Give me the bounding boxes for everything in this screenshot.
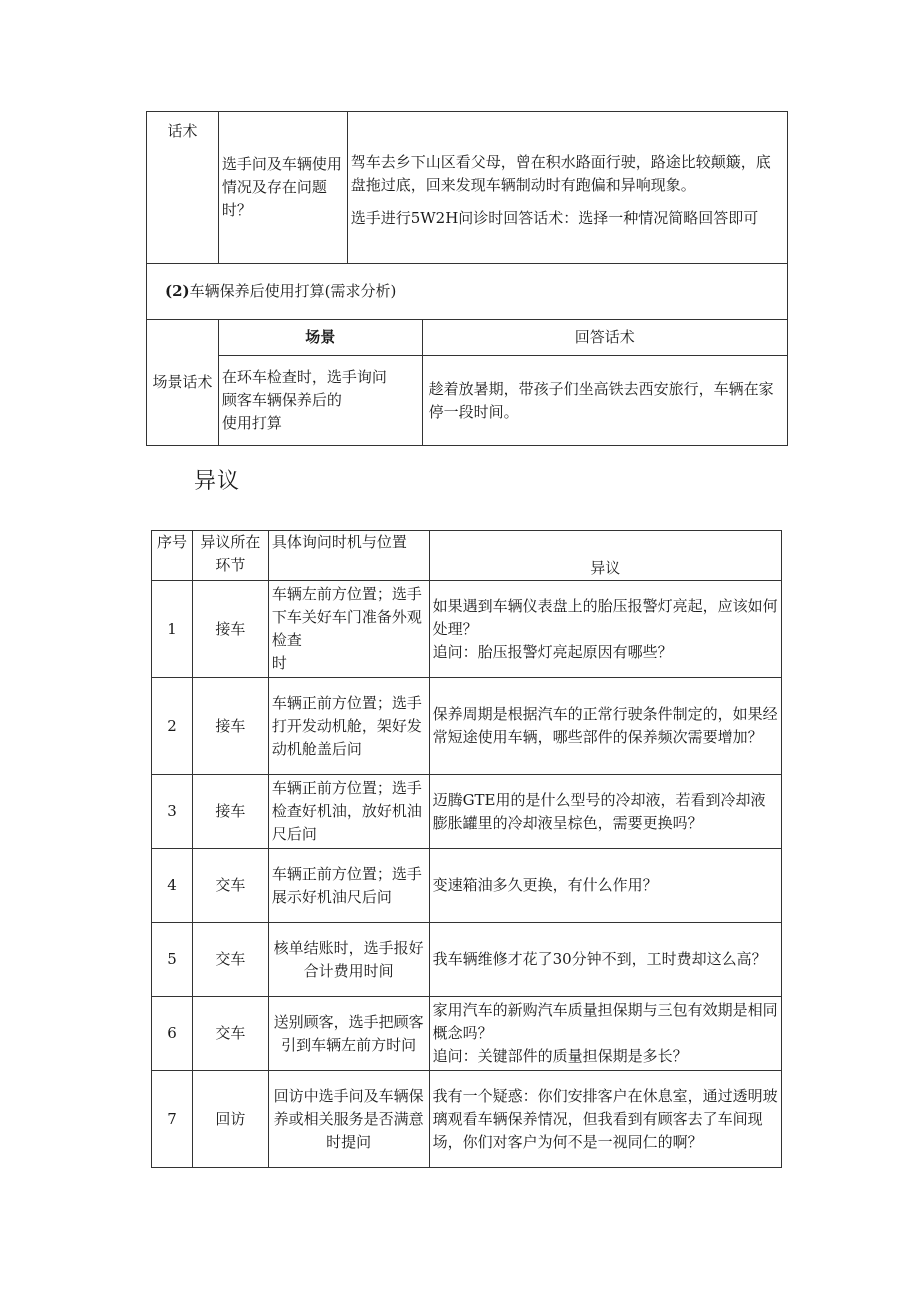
row-objection: 我有一个疑惑：你们安排客户在休息室，通过透明玻璃观看车辆保养情况，但我看到有顾客去了车间现场，你们对客户为何不是一视同仁的啊？	[429, 1071, 781, 1168]
interview-script-table	[146, 111, 788, 446]
row-label-scene-script: 场景话术	[147, 320, 219, 446]
row-stage: 回访	[192, 1071, 268, 1168]
row-objection: 我车辆维修才花了30分钟不到，工时费却这么高？	[429, 923, 781, 997]
table-row	[152, 849, 782, 923]
table-row	[152, 581, 782, 678]
row-number: 7	[152, 1071, 193, 1168]
table-row	[152, 775, 782, 849]
row-timing: 车辆正前方位置；选手展示好机油尺后问	[268, 849, 429, 923]
table-row	[152, 1071, 782, 1168]
question-cell: 选手问及车辆使用情况及存在问题时？	[218, 112, 347, 264]
objections-table	[151, 530, 782, 1168]
row-objection: 保养周期是根据汽车的正常行驶条件制定的，如果经常短途使用车辆，哪些部件的保养频次需要增加？	[429, 678, 781, 775]
row-timing: 核单结账时，选手报好合计费用时间	[268, 923, 429, 997]
answer-text-2: 选手进行5W2H问诊时回答话术：选择一种情况简略回答即可	[350, 209, 759, 227]
answer-text-1: 驾车去乡下山区看父母，曾在积水路面行驶，路途比较颠簸，底盘拖过底，回来发现车辆制动时有跑偏和异响现象。	[350, 153, 771, 194]
section-title	[147, 264, 788, 320]
row-timing: 回访中选手问及车辆保养或相关服务是否满意时提问	[268, 1071, 429, 1168]
row-number: 1	[152, 581, 193, 678]
header-stage: 异议所在环节	[192, 531, 268, 581]
table-row	[152, 923, 782, 997]
row-timing: 车辆左前方位置；选手下车关好车门准备外观检查 时	[268, 581, 429, 678]
col-header-answer: 回答话术	[422, 320, 787, 356]
row-stage: 接车	[192, 581, 268, 678]
col-header-scene: 场景	[218, 320, 422, 356]
row-objection: 变速箱油多久更换，有什么作用？	[429, 849, 781, 923]
row-stage: 交车	[192, 923, 268, 997]
section-heading-objections: 异议	[194, 469, 241, 494]
table-row	[152, 678, 782, 775]
header-objection: 异议	[429, 531, 781, 581]
row-number: 3	[152, 775, 193, 849]
section-title-text: 车辆保养后使用打算(需求分析)	[189, 282, 397, 300]
row-number: 6	[152, 997, 193, 1071]
header-timing: 具体询问时机与位置	[268, 531, 429, 581]
scene-answer-cell: 趁着放暑期，带孩子们坐高铁去西安旅行，车辆在家停一段时间。	[422, 356, 787, 446]
row-timing: 车辆正前方位置；选手检查好机油，放好机油尺后问	[268, 775, 429, 849]
row-stage: 接车	[192, 678, 268, 775]
row-number: 5	[152, 923, 193, 997]
row-stage: 接车	[192, 775, 268, 849]
row-timing: 车辆正前方位置；选手打开发动机舱，架好发动机舱盖后问	[268, 678, 429, 775]
header-no: 序号	[152, 531, 193, 581]
row-timing: 送别顾客，选手把顾客引到车辆左前方时问	[268, 997, 429, 1071]
row-objection: 家用汽车的新购汽车质量担保期与三包有效期是相同概念吗？ 追问：关键部件的质量担保期是多长？	[429, 997, 781, 1071]
answer-cell	[347, 112, 787, 264]
row-number: 4	[152, 849, 193, 923]
row-objection: 迈腾GTE用的是什么型号的冷却液，若看到冷却液膨胀罐里的冷却液呈棕色，需要更换吗？	[429, 775, 781, 849]
table-row	[152, 997, 782, 1071]
row-number: 2	[152, 678, 193, 775]
row-label-script: 话术	[147, 112, 219, 264]
scene-cell: 在环车检查时，选手询问 顾客车辆保养后的 使用打算	[218, 356, 422, 446]
section-number: (2)	[165, 282, 190, 300]
row-stage: 交车	[192, 849, 268, 923]
row-stage: 交车	[192, 997, 268, 1071]
row-objection: 如果遇到车辆仪表盘上的胎压报警灯亮起，应该如何处理？ 追问：胎压报警灯亮起原因有哪些？	[429, 581, 781, 678]
